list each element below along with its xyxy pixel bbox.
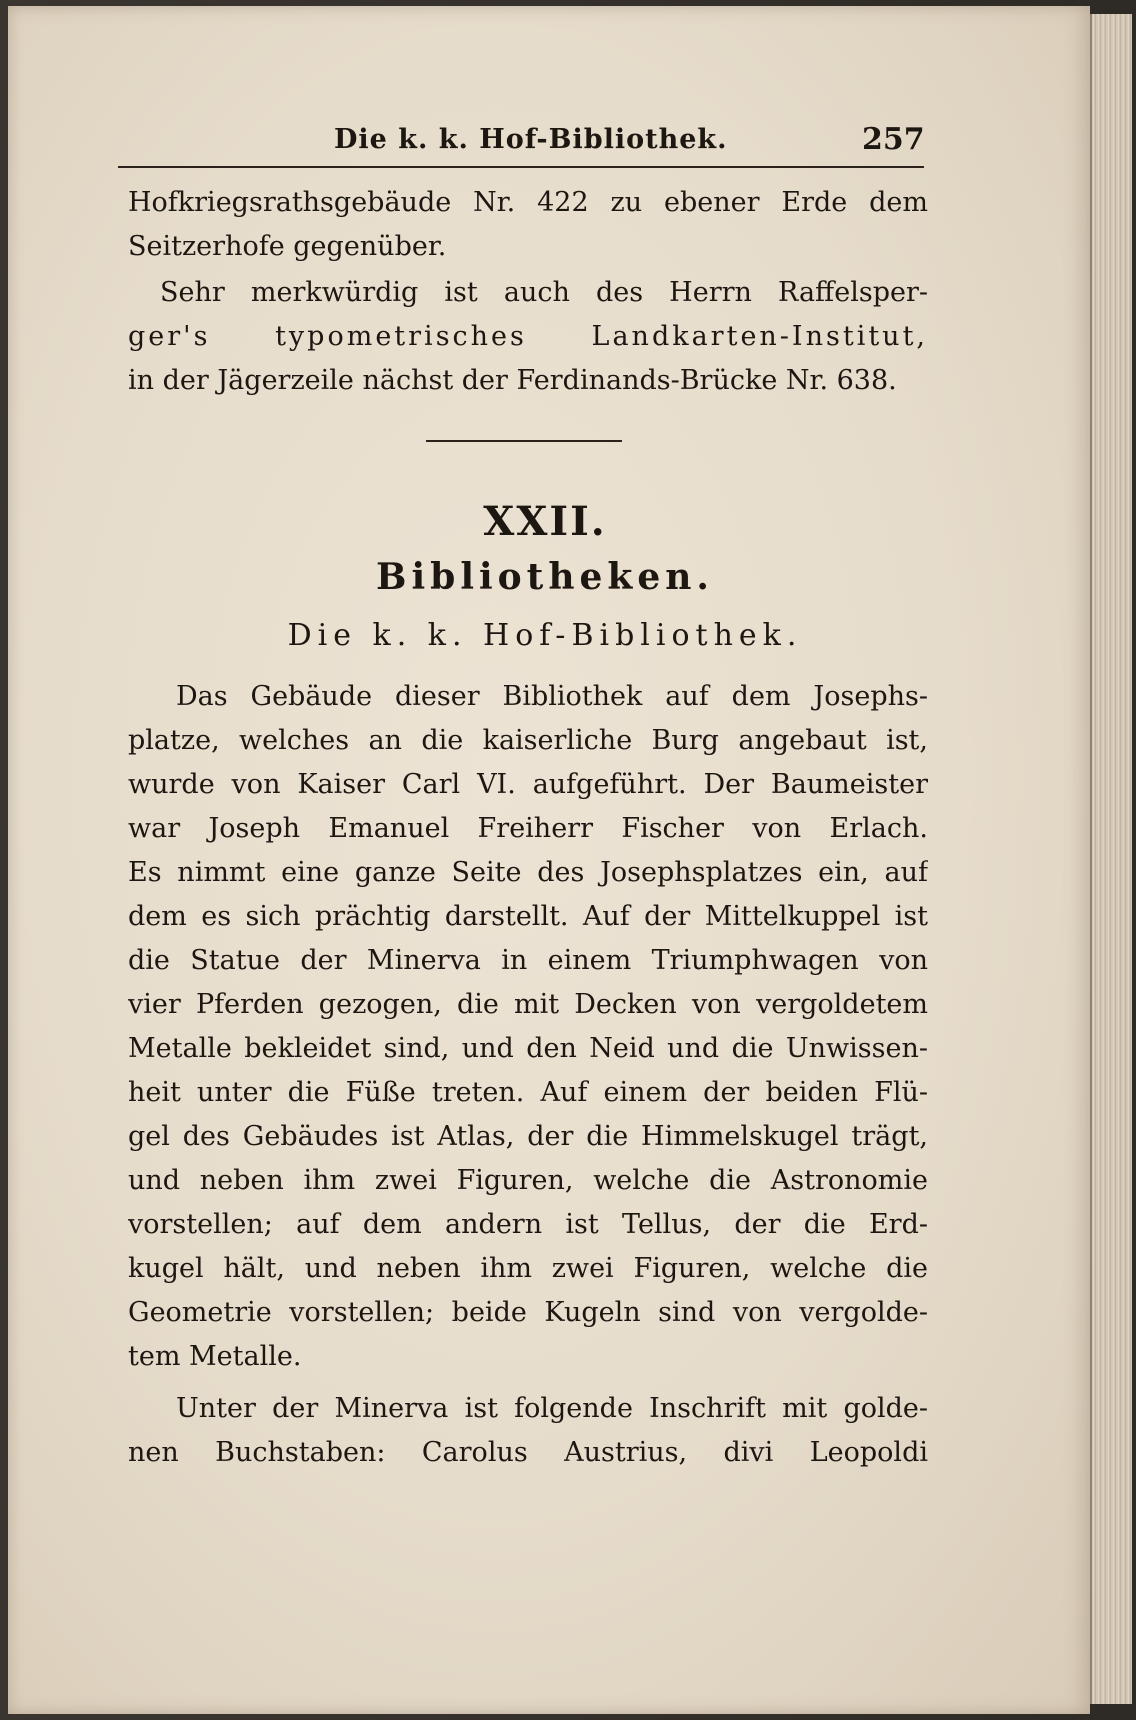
section-separator xyxy=(426,440,622,442)
text-line: Geometrie vorstellen; beide Kugeln sind von vergolde- xyxy=(128,1297,928,1328)
text-line: wurde von Kaiser Carl VI. aufgeführt. Der Baumeister xyxy=(128,769,928,800)
text-line: Hofkriegsrathsgebäude Nr. 422 zu ebener Erde dem xyxy=(128,187,928,218)
text-line: gel des Gebäudes ist Atlas, der die Himmelskugel trägt, xyxy=(128,1121,928,1152)
text-line: nen Buchstaben: Carolus Austrius, divi Leopoldi xyxy=(128,1437,928,1468)
chapter-number: XXII. xyxy=(483,498,607,545)
text-line: in der Jägerzeile nächst der Ferdinands-Brücke Nr. 638. xyxy=(128,365,897,396)
text-line: Metalle bekleidet sind, und den Neid und die Unwissen- xyxy=(128,1033,928,1064)
text-line: platze, welches an die kaiserliche Burg angebaut ist, xyxy=(128,725,928,756)
section-title: Die k. k. Hof-Bibliothek. xyxy=(287,618,803,653)
text-line: Das Gebäude dieser Bibliothek auf dem Josephs- xyxy=(176,681,928,712)
text-line: die Statue der Minerva in einem Triumphwagen von xyxy=(128,945,928,976)
header-rule xyxy=(118,166,924,168)
text-line: ger's typometrisches Landkarten-Institut, xyxy=(128,321,928,352)
text-line: vier Pferden gezogen, die mit Decken von vergoldetem xyxy=(128,989,928,1020)
chapter-title: Bibliotheken. xyxy=(376,556,714,598)
page-edges xyxy=(1090,14,1132,1704)
text-line: und neben ihm zwei Figuren, welche die Astronomie xyxy=(128,1165,928,1196)
text-line: Seitzerhofe gegenüber. xyxy=(128,231,447,262)
text-line: war Joseph Emanuel Freiherr Fischer von Erlach. xyxy=(128,813,928,844)
text-line: kugel hält, und neben ihm zwei Figuren, welche die xyxy=(128,1253,928,1284)
text-line: vorstellen; auf dem andern ist Tellus, der die Erd- xyxy=(128,1209,928,1240)
text-line: Es nimmt eine ganze Seite des Josephsplatzes ein, auf xyxy=(128,857,928,888)
page-number: 257 xyxy=(862,122,925,157)
text-line: tem Metalle. xyxy=(128,1341,302,1372)
text-line: Sehr merkwürdig ist auch des Herrn Raffelsper- xyxy=(160,277,928,308)
text-line: dem es sich prächtig darstellt. Auf der Mittelkuppel ist xyxy=(128,901,928,932)
text-line: Unter der Minerva ist folgende Inschrift mit golde- xyxy=(176,1393,928,1424)
running-title: Die k. k. Hof-Bibliothek. xyxy=(334,124,728,155)
text-line: heit unter die Füße treten. Auf einem der beiden Flü- xyxy=(128,1077,928,1108)
